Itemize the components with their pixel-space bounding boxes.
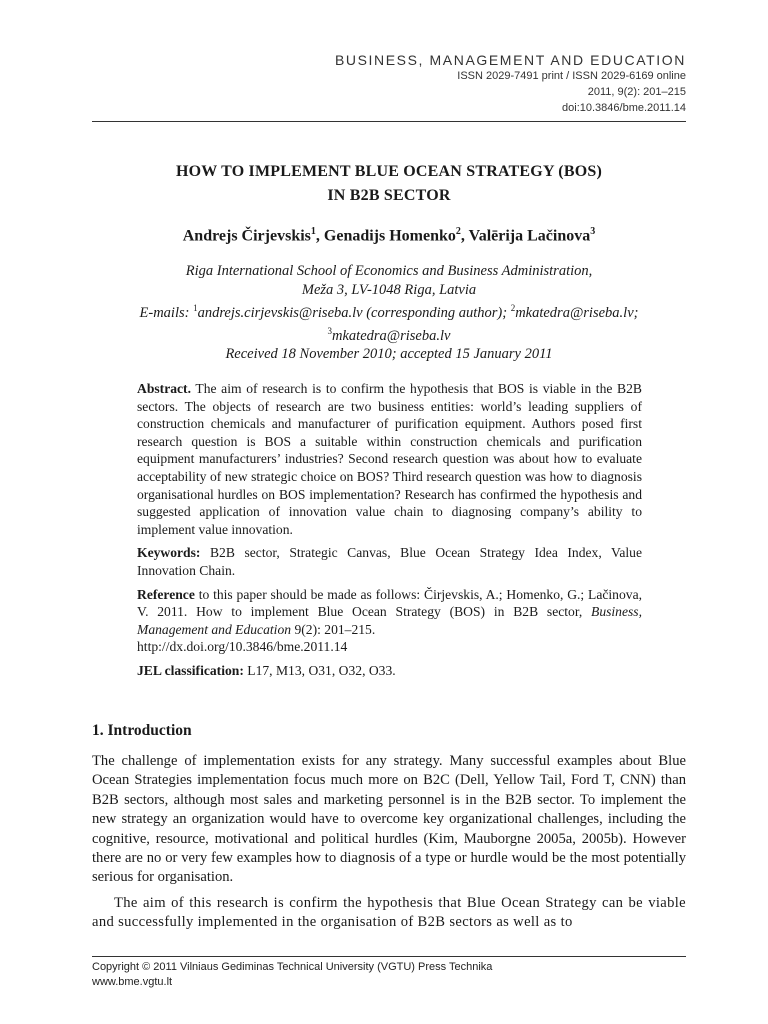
- emails: [92, 299, 686, 322]
- reference-label: Reference: [137, 586, 195, 602]
- reference-issue: 9(2): 201–215.: [291, 621, 376, 637]
- abstract-block: [137, 380, 642, 686]
- keywords-text: B2B sector, Strategic Canvas, Blue Ocean Strategy Idea Index, Value Innovation Chain.: [137, 545, 642, 578]
- affiliation-line-2: Meža 3, LV-1048 Riga, Latvia: [301, 281, 477, 298]
- received-dates: Received 18 November 2010; accepted 15 January 2011: [225, 346, 553, 362]
- title-line-1: HOW TO IMPLEMENT BLUE OCEAN STRATEGY (BOS): [176, 163, 602, 180]
- email-mark: 3: [327, 326, 333, 337]
- volume-pages: 2011, 9(2): 201–215: [587, 86, 686, 98]
- affiliation-block: [92, 262, 686, 346]
- author-separator: ,: [315, 227, 324, 245]
- keywords-label: Keywords:: [137, 545, 201, 561]
- website-link[interactable]: www.bme.vgtu.lt: [92, 976, 173, 988]
- jel-text: L17, M13, O31, O32, O33.: [243, 662, 396, 678]
- footer-divider: [92, 956, 686, 957]
- section-body: [92, 752, 686, 939]
- author-name: Andrejs Čirjevskis: [182, 227, 311, 245]
- paragraph: The challenge of implementation exists for any strategy. Many successful examples about Blue Ocean Strategies implementation focus much more on B2C (Dell, Yellow Tail, Ford T, CNN) than B2B sectors, although most sales and marketing personnel is in the B2B sector. To implement the new strategy an organization would have to overcome key organizational challenges, including the cognitive, resource, motivational and political hurdles (Kim, Mauborgne 2005a, 2005b). However there are no or very few examples how to diagnosis of a type or hurdle would be the most potentially serious for organisation.: [92, 753, 686, 886]
- author-name: Valērija Lačinova: [468, 227, 591, 245]
- author-affiliation-mark: 3: [590, 226, 596, 237]
- copyright: Copyright © 2011 Vilniaus Gediminas Technical University (VGTU) Press Technika: [92, 961, 493, 973]
- author-separator: ,: [460, 227, 469, 245]
- paragraph: The aim of this research is confirm the hypothesis that Blue Ocean Strategy can be viable and successfully implemented in the organisation of B2B sectors as well as to: [92, 894, 686, 931]
- email-2[interactable]: mkatedra@riseba.lv;: [515, 304, 639, 321]
- journal-header: [335, 52, 686, 116]
- header-divider: [92, 121, 686, 122]
- abstract-text: The aim of research is to confirm the hypothesis that BOS is viable in the B2B sectors. The objects of research are two business entities: world’s leading suppliers of construction chemicals and manufacturer of purification equipment. Authors posed first research question is BOS a suitable within construction chemicals and purification equipment manufacturers’ industries? Second research question was about how to evaluate acceptability of new strategic choice on BOS? Third research question was how to diagnosis organisational hurdles on BOS implementation? Research has confirmed the hypothesis and suggested application of innovation value chain to diagnosing company’s ability to implement value innovation.: [137, 381, 642, 537]
- email-1[interactable]: andrejs.cirjevskis@riseba.lv (corresponding author);: [197, 304, 511, 321]
- email-3[interactable]: mkatedra@riseba.lv: [332, 328, 451, 345]
- reference-url[interactable]: http://dx.doi.org/10.3846/bme.2011.14: [137, 639, 348, 655]
- section-heading: 1. Introduction: [92, 722, 192, 739]
- email-mark: 1: [193, 303, 198, 313]
- keywords: [137, 544, 642, 579]
- article-title: [92, 160, 686, 208]
- title-line-2: IN B2B SECTOR: [327, 187, 451, 204]
- abstract: [137, 380, 642, 538]
- journal-name: BUSINESS, MANAGEMENT AND EDUCATION: [334, 52, 686, 68]
- page-footer: [92, 960, 492, 990]
- reference: [137, 586, 642, 656]
- jel-classification: [137, 662, 642, 680]
- reference-journal: Business, Management and Education: [137, 604, 642, 637]
- reference-text: to this paper should be made as follows: Čirjevskis, A.; Homenko, G.; Lačinova, V. 2011. How to implement Blue Ocean Strategy (BOS) in B2B sector,: [137, 586, 642, 620]
- affiliation-line-1: Riga International School of Economics and Business Administration,: [185, 263, 593, 279]
- email-mark: 2: [510, 303, 516, 313]
- author-list: [92, 226, 686, 245]
- author-affiliation-mark: 2: [455, 226, 461, 237]
- doi: doi:10.3846/bme.2011.14: [562, 102, 686, 114]
- emails-prefix: E-mails:: [139, 304, 194, 321]
- author-name: Genadijs Homenko: [323, 227, 456, 245]
- emails-line-2: [92, 322, 686, 345]
- abstract-label: Abstract.: [137, 381, 191, 396]
- issn: ISSN 2029-7491 print / ISSN 2029-6169 online: [457, 70, 686, 82]
- author-affiliation-mark: 1: [310, 226, 316, 237]
- jel-label: JEL classification:: [137, 662, 244, 678]
